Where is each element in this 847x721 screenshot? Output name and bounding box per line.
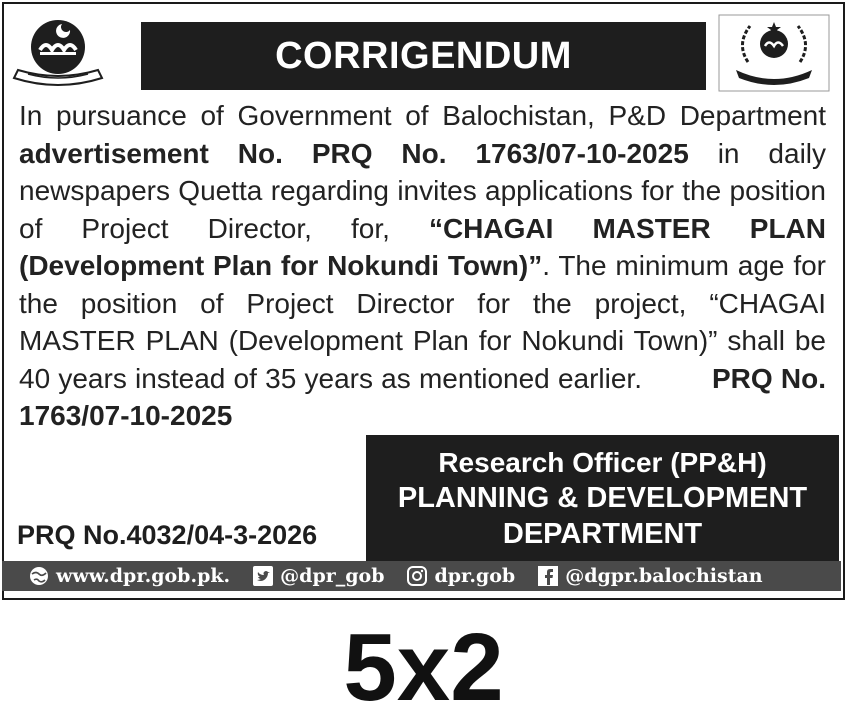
facebook-handle: @dgpr.balochistan bbox=[565, 565, 763, 587]
project-name: “CHAGAI MASTER PLAN (Development Plan for Nokundi Town)” bbox=[19, 212, 826, 281]
signatory-department-line2: DEPARTMENT bbox=[502, 517, 703, 550]
advertisement-reference: advertisement No. PRQ No. 1763/07-10-2025 bbox=[19, 137, 689, 169]
footer-instagram[interactable] bbox=[406, 565, 515, 587]
ad-size-label: 5x2 bbox=[343, 614, 504, 721]
footer-website[interactable] bbox=[28, 565, 230, 587]
notice-body bbox=[19, 97, 826, 435]
body-text-segment: . The minimum age for the position of Project Director for the project, “CHAGAI MASTER PLAN (Development Plan for Nokundi Town)” shall be 40 years instead of 35 years as mentioned earlier. bbox=[19, 250, 826, 394]
body-text-segment: In pursuance of Government of Balochistan, P&D Department bbox=[19, 100, 826, 131]
footer-twitter[interactable] bbox=[252, 565, 384, 587]
body-text-segment: in daily newspapers Quetta regarding invites applications for the position of Project Director, for, bbox=[19, 137, 827, 244]
globe-icon bbox=[28, 565, 50, 587]
website-text: www.dpr.gob.pk. bbox=[56, 565, 231, 587]
signatory-title: Research Officer (PP&H) bbox=[438, 446, 767, 478]
twitter-icon bbox=[252, 565, 274, 587]
footer-bar bbox=[2, 561, 841, 591]
instagram-handle: dpr.gob bbox=[434, 565, 516, 587]
instagram-icon bbox=[406, 565, 428, 587]
reference-number: PRQ No.4032/04-3-2026 bbox=[17, 520, 318, 550]
footer-facebook[interactable] bbox=[537, 565, 762, 587]
page-title: CORRIGENDUM bbox=[141, 22, 706, 90]
balochistan-emblem-icon bbox=[10, 14, 105, 94]
signatory-block bbox=[366, 435, 839, 561]
government-seal-icon bbox=[718, 14, 830, 92]
twitter-handle: @dpr_gob bbox=[280, 565, 385, 587]
signatory-department-line1: PLANNING & DEVELOPMENT bbox=[397, 481, 808, 514]
inline-reference-number: PRQ No. 1763/07-10-2025 bbox=[19, 362, 826, 431]
facebook-icon bbox=[537, 565, 559, 587]
